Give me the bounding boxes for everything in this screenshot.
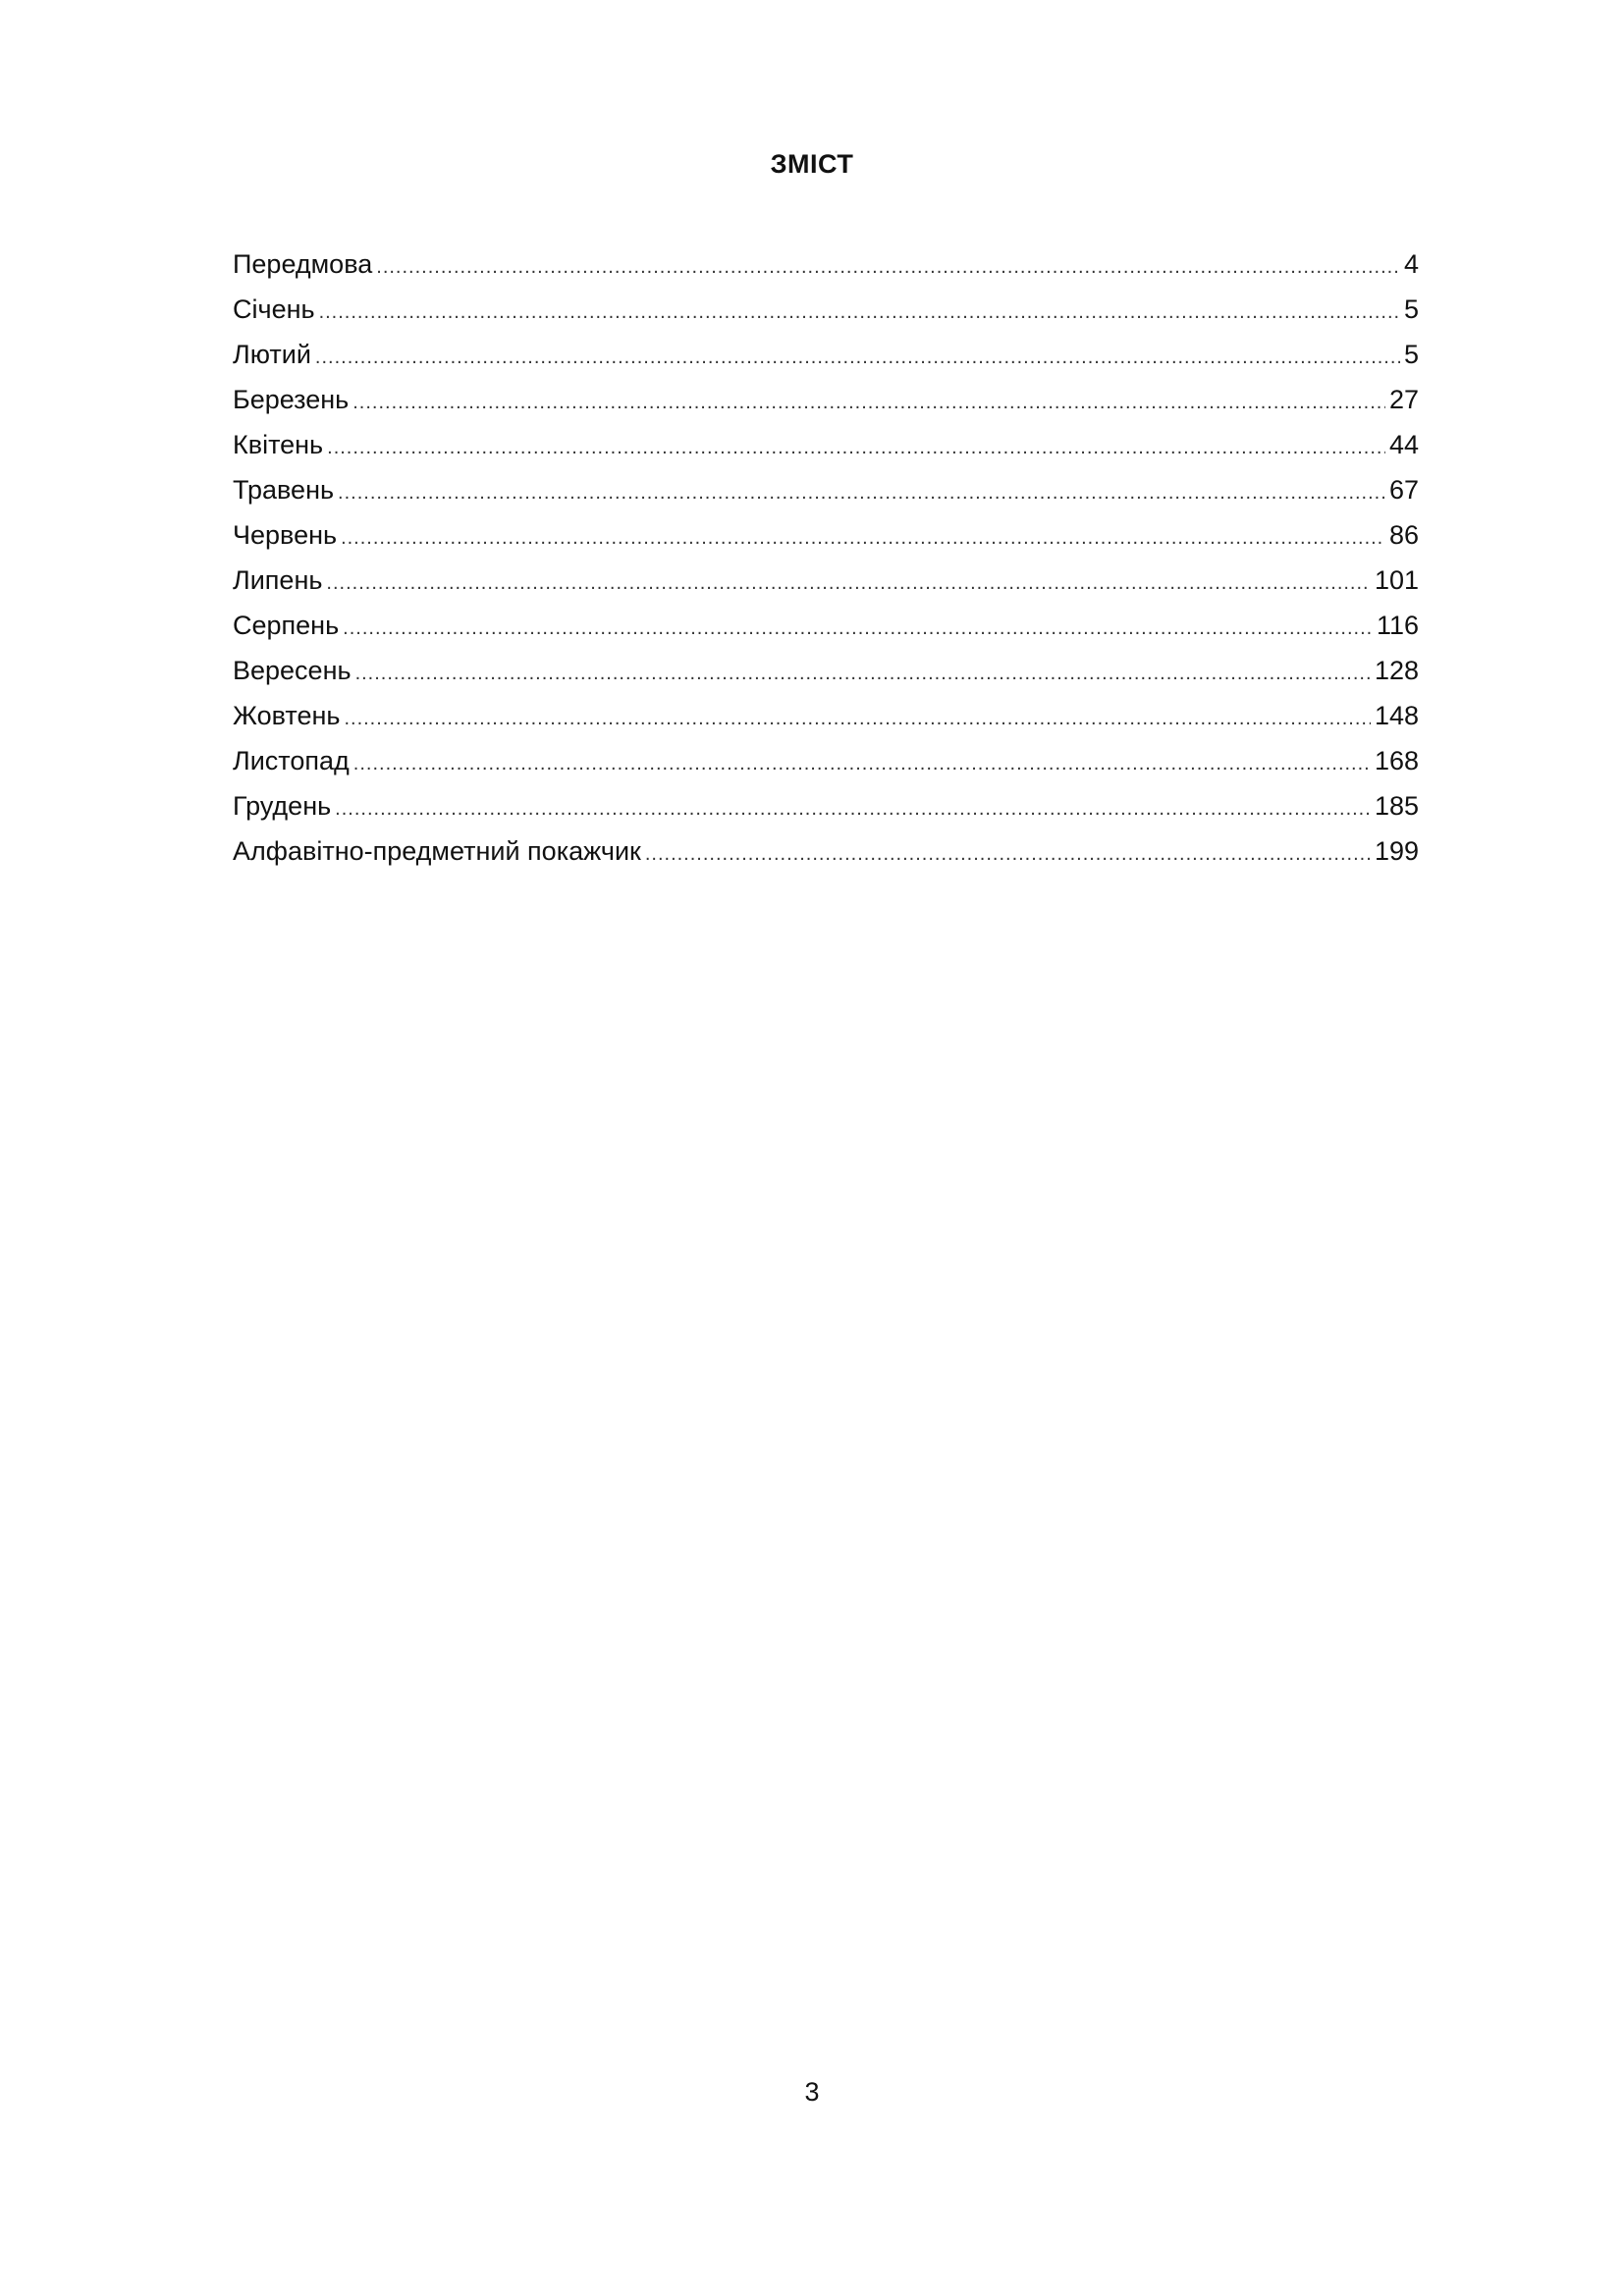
toc-entry-page: 44: [1388, 430, 1419, 459]
toc-entry-label: Липень: [233, 565, 323, 595]
toc-entry-label: Листопад: [233, 746, 350, 775]
toc-dot-leader: [327, 425, 1385, 467]
toc-entry-label: Жовтень: [233, 701, 341, 730]
toc-entry-label: Лютий: [233, 340, 311, 369]
toc-dot-leader: [355, 651, 1371, 693]
toc-dot-leader: [319, 290, 1400, 332]
toc-dot-leader: [335, 786, 1371, 828]
toc-dot-leader: [353, 741, 1371, 783]
toc-entry-page: 168: [1374, 746, 1419, 775]
toc-entry-page: 199: [1374, 836, 1419, 866]
toc-entry-label: Травень: [233, 475, 335, 505]
toc-entry-page: 101: [1374, 565, 1419, 595]
toc-entry-page: 27: [1388, 385, 1419, 414]
toc-entry[interactable]: [233, 512, 1419, 558]
toc-entry-page: 116: [1376, 611, 1419, 640]
toc-entry-label: Січень: [233, 294, 315, 324]
toc-dot-leader: [338, 470, 1385, 512]
toc-dot-leader: [343, 606, 1373, 648]
toc-entry[interactable]: [233, 332, 1419, 377]
toc-entry[interactable]: [233, 558, 1419, 603]
toc-entry[interactable]: [233, 377, 1419, 422]
toc-entry-page: 67: [1388, 475, 1419, 505]
toc-entry-label: Грудень: [233, 791, 332, 821]
toc-dot-leader: [315, 335, 1400, 377]
toc-entry[interactable]: [233, 738, 1419, 783]
toc-dot-leader: [326, 561, 1371, 603]
toc-entry-page: 4: [1403, 249, 1419, 279]
toc-entry-label: Червень: [233, 520, 338, 550]
toc-entry-page: 86: [1388, 520, 1419, 550]
toc-dot-leader: [344, 696, 1370, 738]
toc-entry[interactable]: [233, 693, 1419, 738]
toc-entry-label: Передмова: [233, 249, 373, 279]
toc-entry[interactable]: [233, 287, 1419, 332]
toc-entry-page: 148: [1374, 701, 1419, 730]
toc-entry[interactable]: [233, 828, 1419, 874]
toc-entry-page: 5: [1403, 340, 1419, 369]
toc-dot-leader: [376, 244, 1400, 287]
toc-entry[interactable]: [233, 467, 1419, 512]
toc-entry-page: 5: [1403, 294, 1419, 324]
toc-dot-leader: [645, 831, 1371, 874]
table-of-contents: [233, 241, 1419, 874]
page-title: ЗМІСТ: [770, 149, 854, 179]
toc-entry-label: Алфавітно-предметний покажчик: [233, 836, 641, 866]
toc-entry-label: Серпень: [233, 611, 340, 640]
toc-entry[interactable]: [233, 783, 1419, 828]
toc-entry-label: Березень: [233, 385, 350, 414]
toc-entry[interactable]: [233, 648, 1419, 693]
toc-entry-label: Вересень: [233, 656, 352, 685]
toc-entry-page: 185: [1374, 791, 1419, 821]
toc-entry[interactable]: [233, 603, 1419, 648]
toc-entry[interactable]: [233, 422, 1419, 467]
page-number: 3: [804, 2077, 820, 2107]
toc-entry[interactable]: [233, 241, 1419, 287]
toc-entry-page: 128: [1374, 656, 1419, 685]
toc-dot-leader: [352, 380, 1385, 422]
toc-entry-label: Квітень: [233, 430, 324, 459]
toc-dot-leader: [341, 515, 1385, 558]
